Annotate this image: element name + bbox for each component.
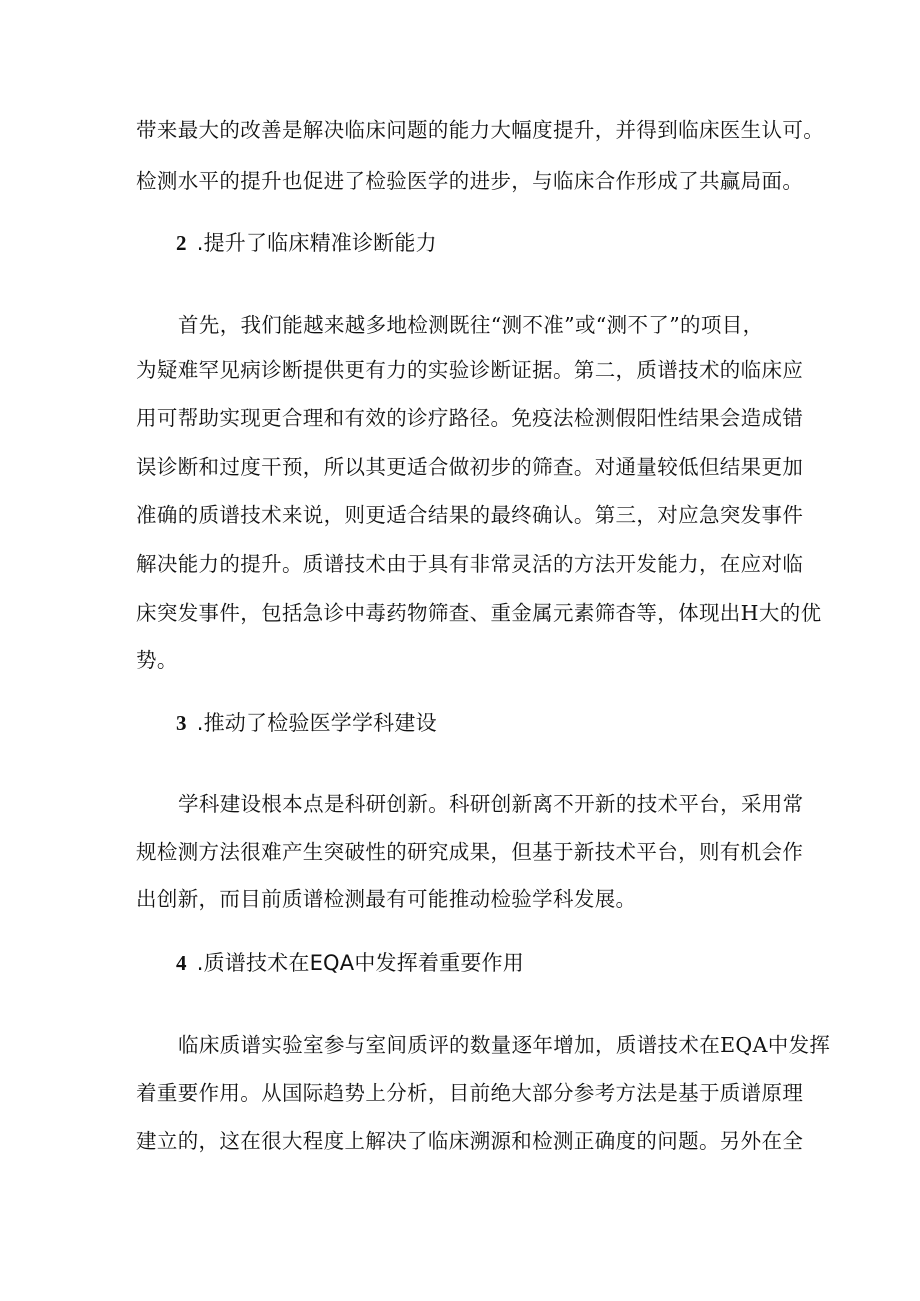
- text-line: 准确的质谱技术来说，则更适合结果的最终确认。第三，对应急突发事件: [136, 503, 804, 527]
- section-number: 2: [176, 231, 187, 255]
- text-line: 解决能力的提升。质谱技术由于具有非常灵活的方法开发能力，在应对临: [136, 552, 804, 576]
- section-heading-2: [176, 228, 437, 258]
- section-number: 3: [176, 711, 187, 735]
- text-line: 出创新，而目前质谱检测最有可能推动检验学科发展。: [136, 887, 637, 911]
- text-line: 带来最大的改善是解决临床问题的能力大幅度提升，并得到临床医生认可。: [136, 118, 825, 142]
- section-title: .提升了临床精准诊断能力: [196, 231, 437, 255]
- text-line: 着重要作用。从国际趋势上分析，目前绝大部分参考方法是基于质谱原理: [136, 1081, 804, 1105]
- text-line: 规检测方法很难产生突破性的研究成果，但基于新技术平台，则有机会作: [136, 840, 804, 864]
- text-line: 建立的，这在很大程度上解决了临床溯源和检测正确度的问题。另外在全: [136, 1129, 804, 1153]
- text-line: 学科建设根本点是科研创新。科研创新离不开新的技术平台，采用常: [178, 792, 804, 816]
- text-line: 首先，我们能越来越多地检测既往“测不准”或“测不了”的项目，: [178, 313, 764, 337]
- text-line: 用可帮助实现更合理和有效的诊疗路径。免疫法检测假阳性结果会造成错: [136, 406, 804, 430]
- text-line: 临床质谱实验室参与室间质评的数量逐年增加，质谱技术在EQA中发挥: [178, 1033, 831, 1057]
- text-line: 检测水平的提升也促进了检验医学的进步，与临床合作形成了共赢局面。: [136, 169, 804, 193]
- text-line: 为疑难罕见病诊断提供更有力的实验诊断证据。第二，质谱技术的临床应: [136, 358, 804, 382]
- text-line: 势。: [136, 648, 178, 672]
- section-number: 4: [176, 951, 187, 975]
- text-line: 床突发事件，包括急诊中毒药物筛查、重金属元素筛杳等，体现出H大的优: [136, 601, 822, 625]
- section-heading-4: [176, 948, 524, 978]
- section-title: .质谱技术在EQA中发挥着重要作用: [196, 951, 524, 975]
- text-line: 误诊断和过度干预，所以其更适合做初步的筛查。对通量较低但结果更加: [136, 455, 804, 479]
- section-title: .推动了检验医学学科建设: [196, 711, 437, 735]
- section-heading-3: [176, 708, 437, 738]
